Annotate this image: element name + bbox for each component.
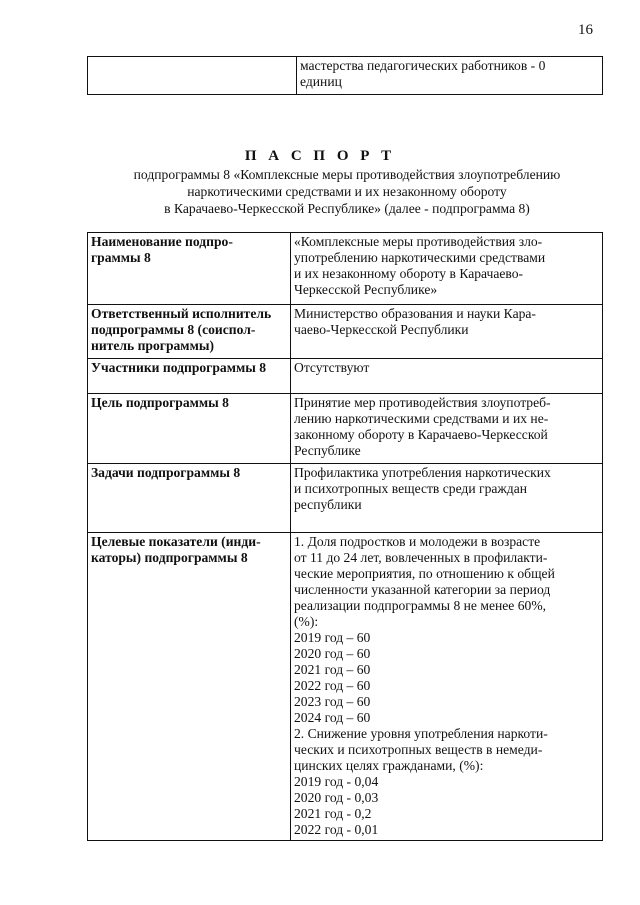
empty-cell [88, 57, 297, 95]
row-label [88, 464, 291, 533]
table-row [88, 359, 603, 394]
text-line: 2019 год – 60 [294, 630, 371, 645]
text-line: 1. Доля подростков и молодежи в возрасте [294, 534, 541, 549]
subtitle-line: в Карачаево-Черкесской Республике» (далее - подпрограмма 8) [164, 201, 530, 216]
text-line: законному обороту в Карачаево-Черкесской [294, 427, 548, 442]
row-label [88, 305, 291, 359]
text-line: чаево-Черкесской Республики [294, 322, 469, 337]
text-line: мастерства педагогических работников - 0 [300, 58, 546, 73]
row-label [88, 533, 291, 841]
text-line: и психотропных веществ среди граждан [294, 481, 528, 496]
text-line: цинских целях гражданами, (%): [294, 758, 484, 773]
table-row [88, 233, 603, 305]
row-value [291, 464, 603, 533]
table-row [88, 394, 603, 464]
table-row [88, 57, 603, 95]
text-line: Цель подпрограммы 8 [91, 395, 229, 410]
text-line: Черкесской Республике» [294, 282, 438, 297]
row-value [291, 305, 603, 359]
table-row [88, 533, 603, 841]
continued-cell [297, 57, 603, 95]
text-line: Принятие мер противодействия злоупотреб- [294, 395, 551, 410]
text-line: Республике [294, 443, 361, 458]
subtitle-line: подпрограммы 8 «Комплексные меры противодействия злоупотреблению [133, 167, 561, 182]
text-line: Целевые показатели (инди- [91, 534, 261, 549]
passport-title: П А С П О Р Т [244, 148, 396, 164]
text-line: 2019 год - 0,04 [294, 774, 379, 789]
text-line: 2024 год – 60 [294, 710, 371, 725]
subtitle-line: наркотическими средствами и их незаконному обороту [187, 184, 507, 199]
text-line: 2022 год – 60 [294, 678, 371, 693]
text-line: «Комплексные меры противодействия зло- [294, 234, 543, 249]
text-line: 2. Снижение уровня употребления наркоти- [294, 726, 548, 741]
text-line: 2020 год – 60 [294, 646, 371, 661]
text-line: реализации подпрограммы 8 не менее 60%, [294, 598, 547, 613]
text-line: численности указанной категории за период [294, 582, 551, 597]
text-line: Министерство образования и науки Кара- [294, 306, 536, 321]
row-label [88, 394, 291, 464]
text-line: ческие мероприятия, по отношению к общей [294, 566, 555, 581]
text-line: единиц [300, 74, 342, 89]
passport-subtitle [92, 166, 602, 217]
passport-table [87, 232, 603, 841]
row-value [291, 233, 603, 305]
text-line: Наименование подпро- [91, 234, 233, 249]
page-number: 16 [578, 22, 593, 38]
text-line: лению наркотическими средствами и их не- [294, 411, 549, 426]
row-label [88, 233, 291, 305]
text-line: 2022 год - 0,01 [294, 822, 379, 837]
text-line: ческих и психотропных веществ в немеди- [294, 742, 543, 757]
text-line: Отсутствуют [294, 360, 370, 375]
text-line: (%): [294, 614, 319, 629]
text-line: 2021 год – 60 [294, 662, 371, 677]
text-line: республики [294, 497, 362, 512]
table-row [88, 305, 603, 359]
row-value [291, 359, 603, 394]
text-line: граммы 8 [91, 250, 151, 265]
row-value [291, 394, 603, 464]
text-line: Участники подпрограммы 8 [91, 360, 267, 375]
text-line: и их незаконному обороту в Карачаево- [294, 266, 524, 281]
text-line: каторы) подпрограммы 8 [91, 550, 248, 565]
text-line: употреблению наркотическими средствами [294, 250, 546, 265]
text-line: подпрограммы 8 (соиспол- [91, 322, 256, 337]
text-line: от 11 до 24 лет, вовлеченных в профилакти- [294, 550, 548, 565]
text-line: Ответственный исполнитель [91, 306, 272, 321]
text-line: Профилактика употребления наркотических [294, 465, 551, 480]
text-line: Задачи подпрограммы 8 [91, 465, 241, 480]
row-value [291, 533, 603, 841]
text-line: 2021 год - 0,2 [294, 806, 372, 821]
table-row [88, 464, 603, 533]
text-line: 2020 год - 0,03 [294, 790, 379, 805]
text-line: нитель программы) [91, 338, 214, 353]
continued-table [87, 56, 603, 95]
row-label [88, 359, 291, 394]
text-line: 2023 год – 60 [294, 694, 371, 709]
